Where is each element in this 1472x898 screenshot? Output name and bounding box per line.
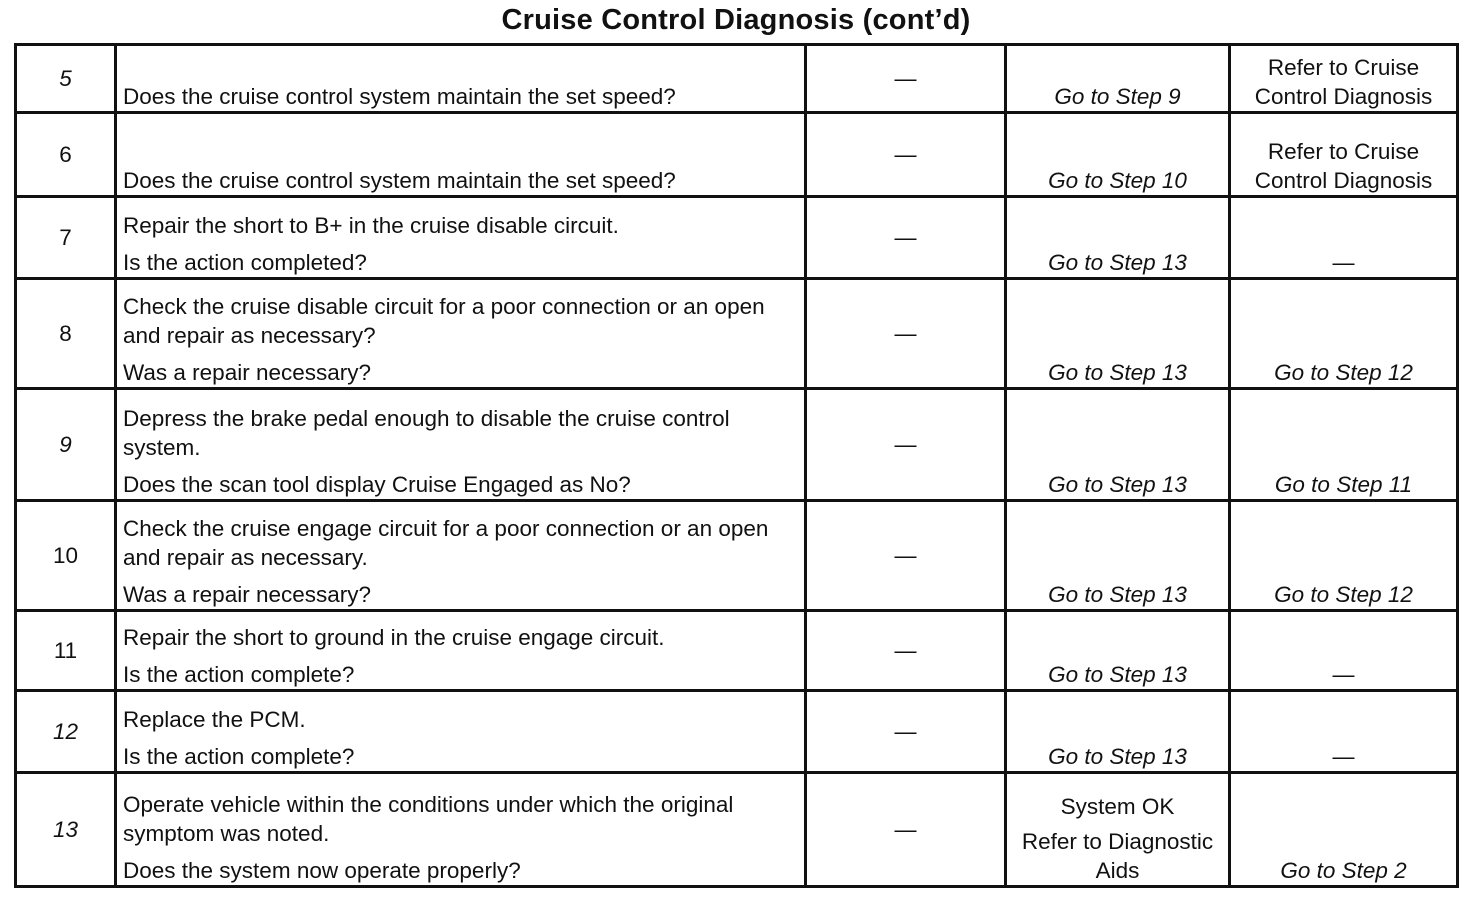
no-action: —: [1332, 250, 1355, 275]
diagnosis-table: [14, 43, 1459, 888]
step-number: 12: [16, 691, 116, 773]
table-row: [16, 501, 1458, 611]
question-text: Does the cruise control system maintain the set speed?: [123, 84, 676, 109]
step-number: 5: [16, 45, 116, 113]
value-cell: [806, 773, 1006, 887]
yes-cell: [1006, 691, 1230, 773]
step-number: 13: [16, 773, 116, 887]
no-cell: [1230, 611, 1458, 691]
no-cell: [1230, 197, 1458, 279]
system-ok-text: System OK: [1060, 794, 1175, 819]
table-row: [16, 45, 1458, 113]
question-text: Was a repair necessary?: [123, 360, 372, 385]
no-cell: [1230, 501, 1458, 611]
action-cell: [116, 501, 806, 611]
yes-cell: [1006, 389, 1230, 501]
no-cell: [1230, 279, 1458, 389]
value-dash: —: [894, 432, 917, 457]
yes-action: Go to Step 9: [1054, 84, 1181, 109]
no-action: —: [1332, 744, 1355, 769]
table-row: [16, 691, 1458, 773]
value-cell: [806, 279, 1006, 389]
instruction-text: Check the cruise engage circuit for a poor connection or an open and repair as necessary.: [123, 516, 769, 570]
value-dash: —: [894, 66, 917, 91]
instruction-text: Repair the short to B+ in the cruise disable circuit.: [123, 213, 619, 238]
value-cell: [806, 611, 1006, 691]
no-action: Go to Step 12: [1274, 360, 1413, 385]
yes-action: Go to Step 13: [1048, 582, 1187, 607]
yes-cell: [1006, 45, 1230, 113]
value-dash: —: [894, 321, 917, 346]
action-cell: [116, 45, 806, 113]
step-number: 9: [16, 389, 116, 501]
no-cell: [1230, 113, 1458, 197]
yes-action: Go to Step 10: [1048, 168, 1187, 193]
value-dash: —: [894, 638, 917, 663]
value-dash: —: [894, 225, 917, 250]
question-text: Is the action completed?: [123, 250, 367, 275]
value-dash: —: [894, 719, 917, 744]
question-text: Does the cruise control system maintain the set speed?: [123, 168, 676, 193]
action-cell: [116, 197, 806, 279]
question-text: Is the action complete?: [123, 744, 355, 769]
value-cell: [806, 113, 1006, 197]
yes-cell: [1006, 501, 1230, 611]
question-text: Does the system now operate properly?: [123, 858, 521, 883]
step-number: 8: [16, 279, 116, 389]
instruction-text: Operate vehicle within the conditions under which the original symptom was noted.: [123, 792, 734, 846]
question-text: Was a repair necessary?: [123, 582, 372, 607]
step-number: 7: [16, 197, 116, 279]
table-row: [16, 113, 1458, 197]
table-row: [16, 197, 1458, 279]
no-action: Go to Step 2: [1280, 858, 1407, 883]
yes-action: Go to Step 13: [1048, 662, 1187, 687]
page-title: Cruise Control Diagnosis (cont’d): [501, 4, 971, 36]
action-cell: [116, 279, 806, 389]
no-action: Refer to Cruise Control Diagnosis: [1254, 139, 1433, 193]
question-text: Is the action complete?: [123, 662, 355, 687]
yes-action: Go to Step 13: [1048, 744, 1187, 769]
no-action: Go to Step 12: [1274, 582, 1413, 607]
yes-cell: [1006, 279, 1230, 389]
yes-cell: [1006, 611, 1230, 691]
step-number: 11: [16, 611, 116, 691]
value-dash: —: [894, 817, 917, 842]
action-cell: [116, 389, 806, 501]
no-cell: [1230, 45, 1458, 113]
table-row: [16, 611, 1458, 691]
action-cell: [116, 773, 806, 887]
table-row: [16, 389, 1458, 501]
no-cell: [1230, 691, 1458, 773]
yes-cell: [1006, 113, 1230, 197]
yes-action: Go to Step 13: [1048, 472, 1187, 497]
value-dash: —: [894, 142, 917, 167]
action-cell: [116, 611, 806, 691]
instruction-text: Repair the short to ground in the cruise engage circuit.: [123, 625, 665, 650]
instruction-text: Depress the brake pedal enough to disable the cruise control system.: [123, 406, 730, 460]
instruction-text: Replace the PCM.: [123, 707, 306, 732]
table-row: [16, 773, 1458, 887]
no-action: —: [1332, 662, 1355, 687]
refer-diagnostic-aids-text: Refer to Diagnostic Aids: [1021, 829, 1214, 883]
no-action: Refer to Cruise Control Diagnosis: [1254, 55, 1433, 109]
step-number: 6: [16, 113, 116, 197]
question-text: Does the scan tool display Cruise Engaged as No?: [123, 472, 631, 497]
yes-action: Go to Step 13: [1048, 360, 1187, 385]
no-cell: [1230, 773, 1458, 887]
no-action: Go to Step 11: [1274, 472, 1413, 497]
table-row: [16, 279, 1458, 389]
value-cell: [806, 501, 1006, 611]
action-cell: [116, 691, 806, 773]
yes-action: Go to Step 13: [1048, 250, 1187, 275]
instruction-text: Check the cruise disable circuit for a poor connection or an open and repair as necessary?: [123, 294, 765, 348]
no-cell: [1230, 389, 1458, 501]
action-cell: [116, 113, 806, 197]
step-number: 10: [16, 501, 116, 611]
value-cell: [806, 197, 1006, 279]
value-cell: [806, 389, 1006, 501]
value-cell: [806, 45, 1006, 113]
value-dash: —: [894, 543, 917, 568]
yes-cell: [1006, 773, 1230, 887]
value-cell: [806, 691, 1006, 773]
yes-cell: [1006, 197, 1230, 279]
